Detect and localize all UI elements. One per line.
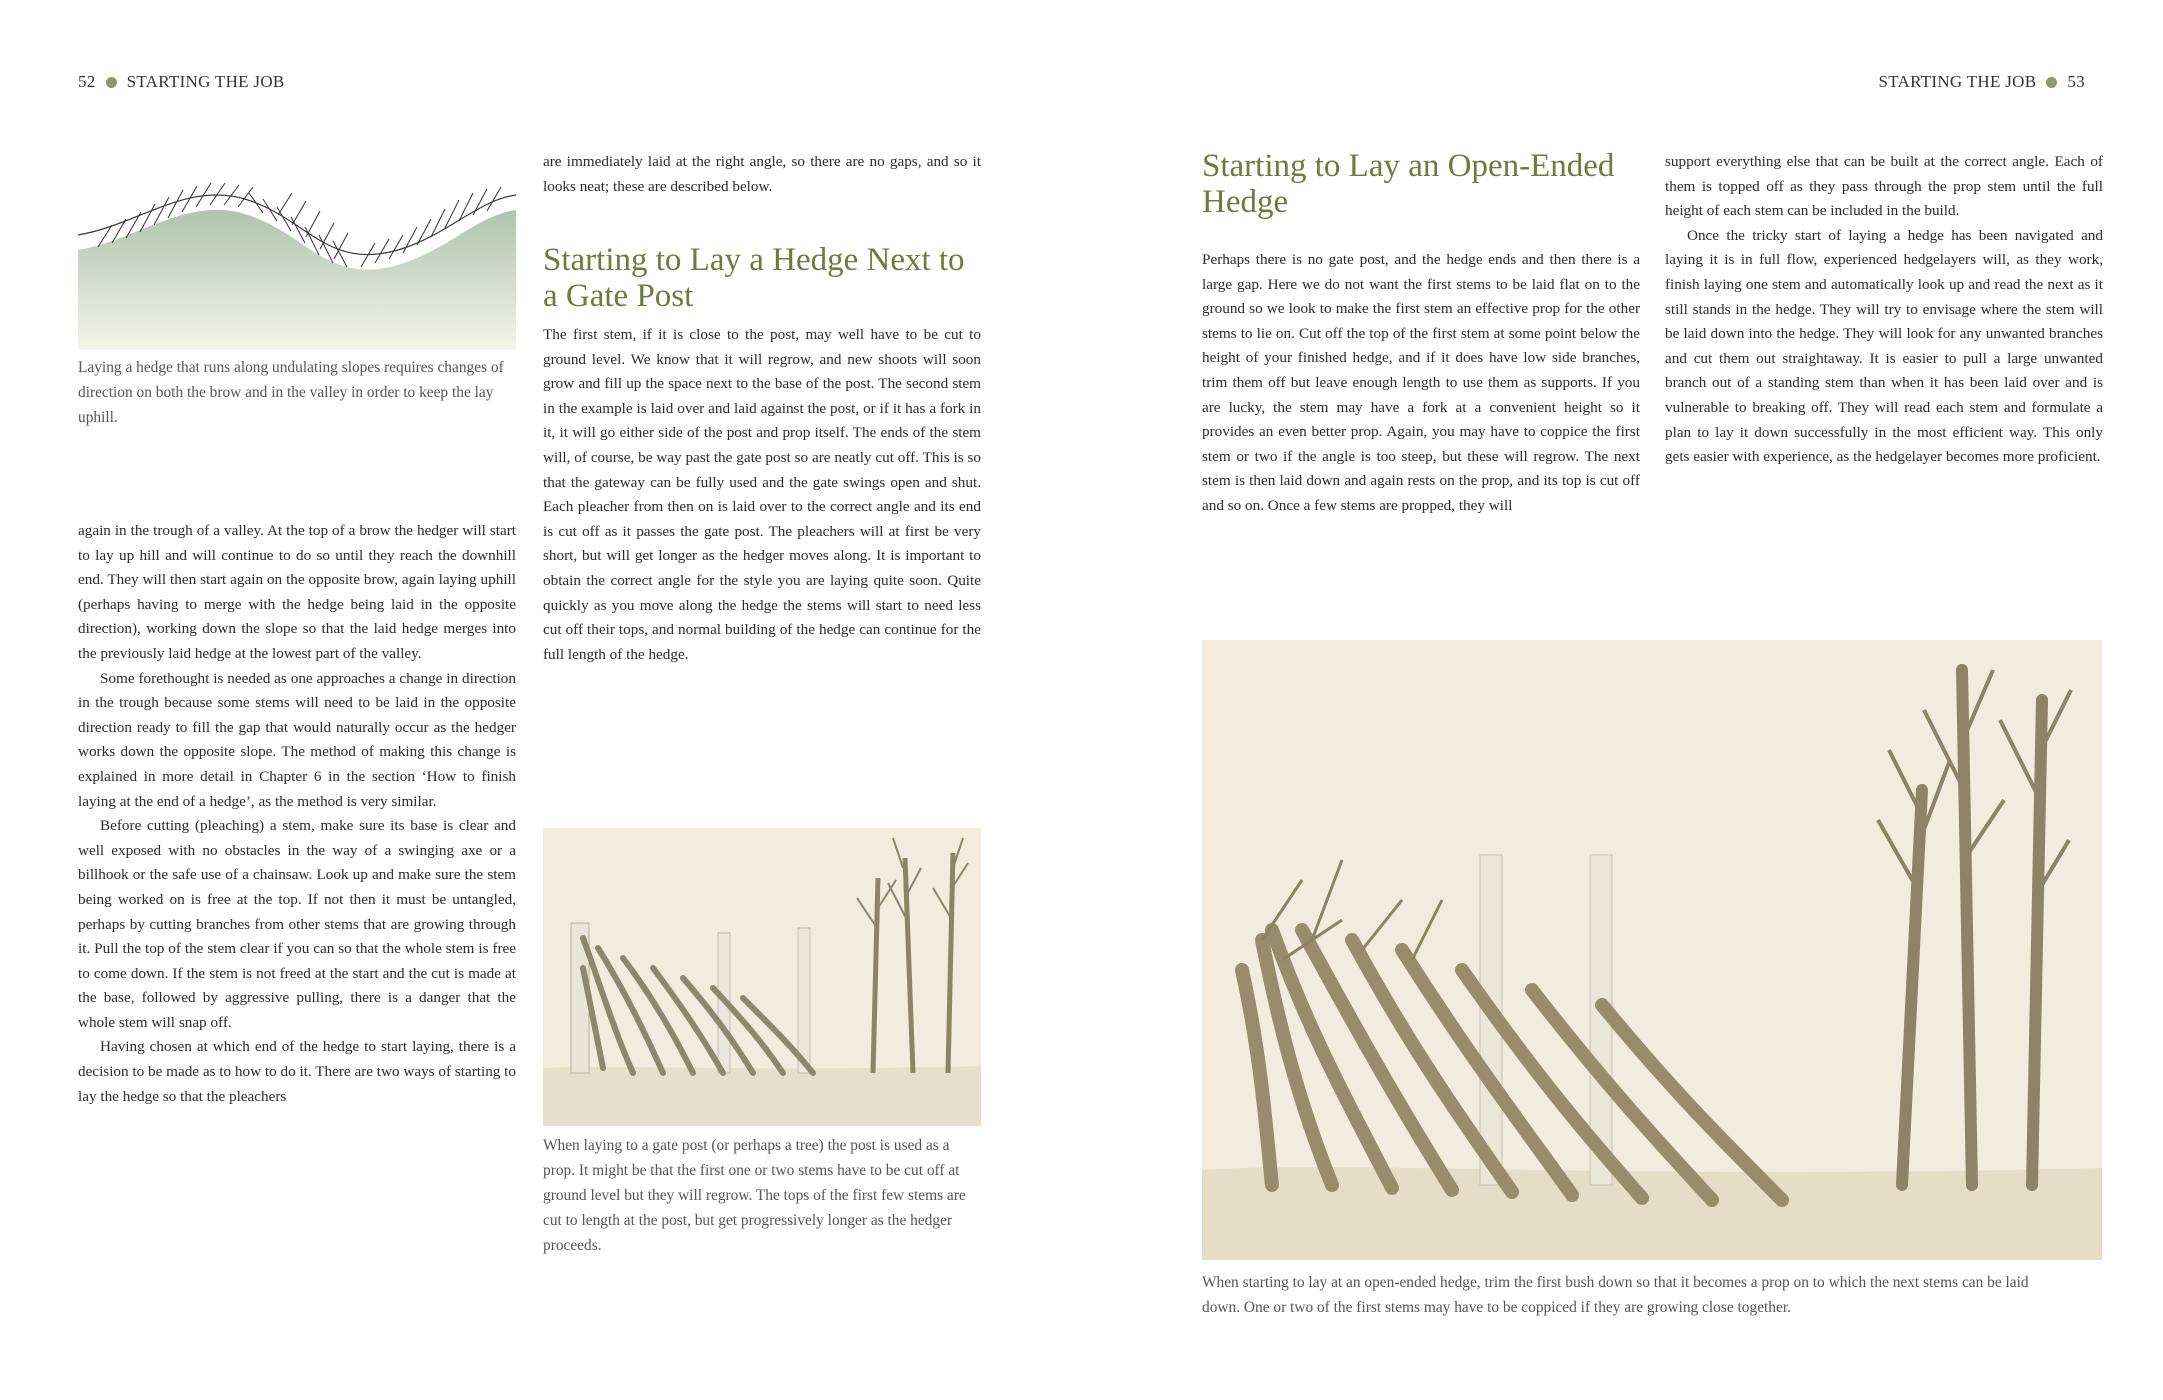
figure3-caption: When starting to lay at an open-ended hedge, trim the first bush down so that it becomes a prop on to which the next stems can be laid down. One or two of the first stems may have to be coppiced if they are growing close together. [1202,1274,2029,1316]
paragraph: support everything else that can be built at the correct angle. Each of them is topped off as they pass through the prop stem until the full height of each stem can be included in the build. [1665,153,2103,220]
undulating-hedge-illustration [78,155,516,350]
heading-gate-post: Starting to Lay a Hedge Next to a Gate Post [543,242,965,314]
page-number: 53 [2067,72,2085,91]
page-number: 52 [78,72,96,91]
paragraph: Once the tricky start of laying a hedge has been navigated and laying it is in full flow, experienced hedgelayers will, as they work, finish laying one stem and automatically look up and read the next as it still stands in the hedge. They will try to envisage where the stem will be laid down into the hedge. They will look for any unwanted branches and cut them out straightaway. It is easier to pull a large unwanted branch out of a standing stem than when it has been laid over and is vulnerable to breaking off. They will read each stem and formulate a plan to lay it down successfully in the most efficient way. This only gets easier with experience, as the hedgelayer becomes more proficient. [1665,226,2103,466]
figure1-caption: Laying a hedge that runs along undulating slopes requires changes of direction on both the brow and in the valley in order to keep the lay uphill. [78,359,504,426]
left-column-2-top [543,150,981,199]
figure-open-ended [1202,640,2102,1260]
section-title: STARTING THE JOB [126,72,285,91]
paragraph: The first stem, if it is close to the post, may well have to be cut to ground level. We know that it will regrow, and new shoots will soon grow and fill up the space next to the base of the post. The second stem in the example is laid over and laid against the post, or if it has a fork in it, it will go either side of the post and prop itself. The ends of the stem will, of course, be way past the gate post so are neatly cut off. This is so that the gateway can be fully used and the gate swings open and shut. Each pleacher from then on is laid over to the correct angle and its end is cut off as it passes the gate post. The pleachers will at first be very short, but will get longer as the hedger moves along. It is important to obtain the correct angle for the style you are laying quite soon. Quite quickly as you move along the hedge the stems will start to need less cut off their tops, and normal building of the hedge can continue for the full length of the hedge. [543,326,981,663]
paragraph: Perhaps there is no gate post, and the hedge ends and then there is a large gap. Here we do not want the first stems to be laid flat on to the ground so we look to make the first stem an effective prop for the other stems to lie on. Cut off the top of the first stem at some point below the height of your finished hedge, and if it does have low side branches, trim them off but leave enough length to use them as supports. If you are lucky, the stem may have a fork at a convenient height so it provides an even better prop. Again, you may have to coppice the first stem or two if the angle is too steep, but these will regrow. The next stem is then laid down and again rests on the prop, and its top is cut off and so on. Once a few stems are propped, they will [1202,251,1640,514]
right-column-1 [1202,248,1640,519]
gate-post-illustration [543,828,981,1126]
running-head-right [1878,72,2085,92]
section-title: STARTING THE JOB [1878,72,2037,91]
running-head-left [78,72,285,92]
paragraph: again in the trough of a valley. At the top of a brow the hedger will start to lay up hill and will continue to do so until they reach the downhill end. They will then start again on the opposite brow, again laying uphill (perhaps having to merge with the hedge being laid in the opposite direction), working down the slope so that the laid hedge merges into the previously laid hedge at the lowest part of the valley. [78,522,516,662]
bullet-dot-icon [2046,77,2057,88]
left-column-2 [543,323,981,667]
paragraph: are immediately laid at the right angle, so there are no gaps, and so it looks neat; these are described below. [543,153,981,195]
paragraph: Before cutting (pleaching) a stem, make sure its base is clear and well exposed with no obstacles in the way of a swinging axe or a billhook or the safe use of a chainsaw. Look up and make sure the stem being worked on is free at the top. If not then it must be untangled, perhaps by cutting branches from other stems that are growing through it. Pull the top of the stem clear if you can so that the whole stem is free to come down. If the stem is not freed at the start and the cut is made at the base, followed by aggressive pulling, there is a danger that the whole stem will snap off. [78,817,516,1031]
figure2-caption: When laying to a gate post (or perhaps a tree) the post is used as a prop. It might be that the first one or two stems have to be cut off at ground level but they will regrow. The tops of the first few stems are cut to length at the post, but get progressively longer as the hedger proceeds. [543,1137,966,1254]
right-column-2 [1665,150,2103,470]
figure-undulating-hedge [78,155,516,350]
paragraph: Having chosen at which end of the hedge to start laying, there is a decision to be made as to how to do it. There are two ways of starting to lay the hedge so that the pleachers [78,1038,516,1105]
paragraph: Some forethought is needed as one approaches a change in direction in the trough because some stems will need to be laid in the opposite direction ready to fill the gap that would naturally occur as the hedger works down the opposite slope. The method of making this change is explained in more detail in Chapter 6 in the section ‘How to finish laying at the end of a hedge’, as the method is very similar. [78,669,516,810]
open-ended-hedge-illustration [1202,640,2102,1260]
heading-open-ended: Starting to Lay an Open-Ended Hedge [1202,148,1615,220]
left-column-1 [78,519,516,1109]
figure-gate-post [543,828,981,1126]
bullet-dot-icon [106,77,117,88]
